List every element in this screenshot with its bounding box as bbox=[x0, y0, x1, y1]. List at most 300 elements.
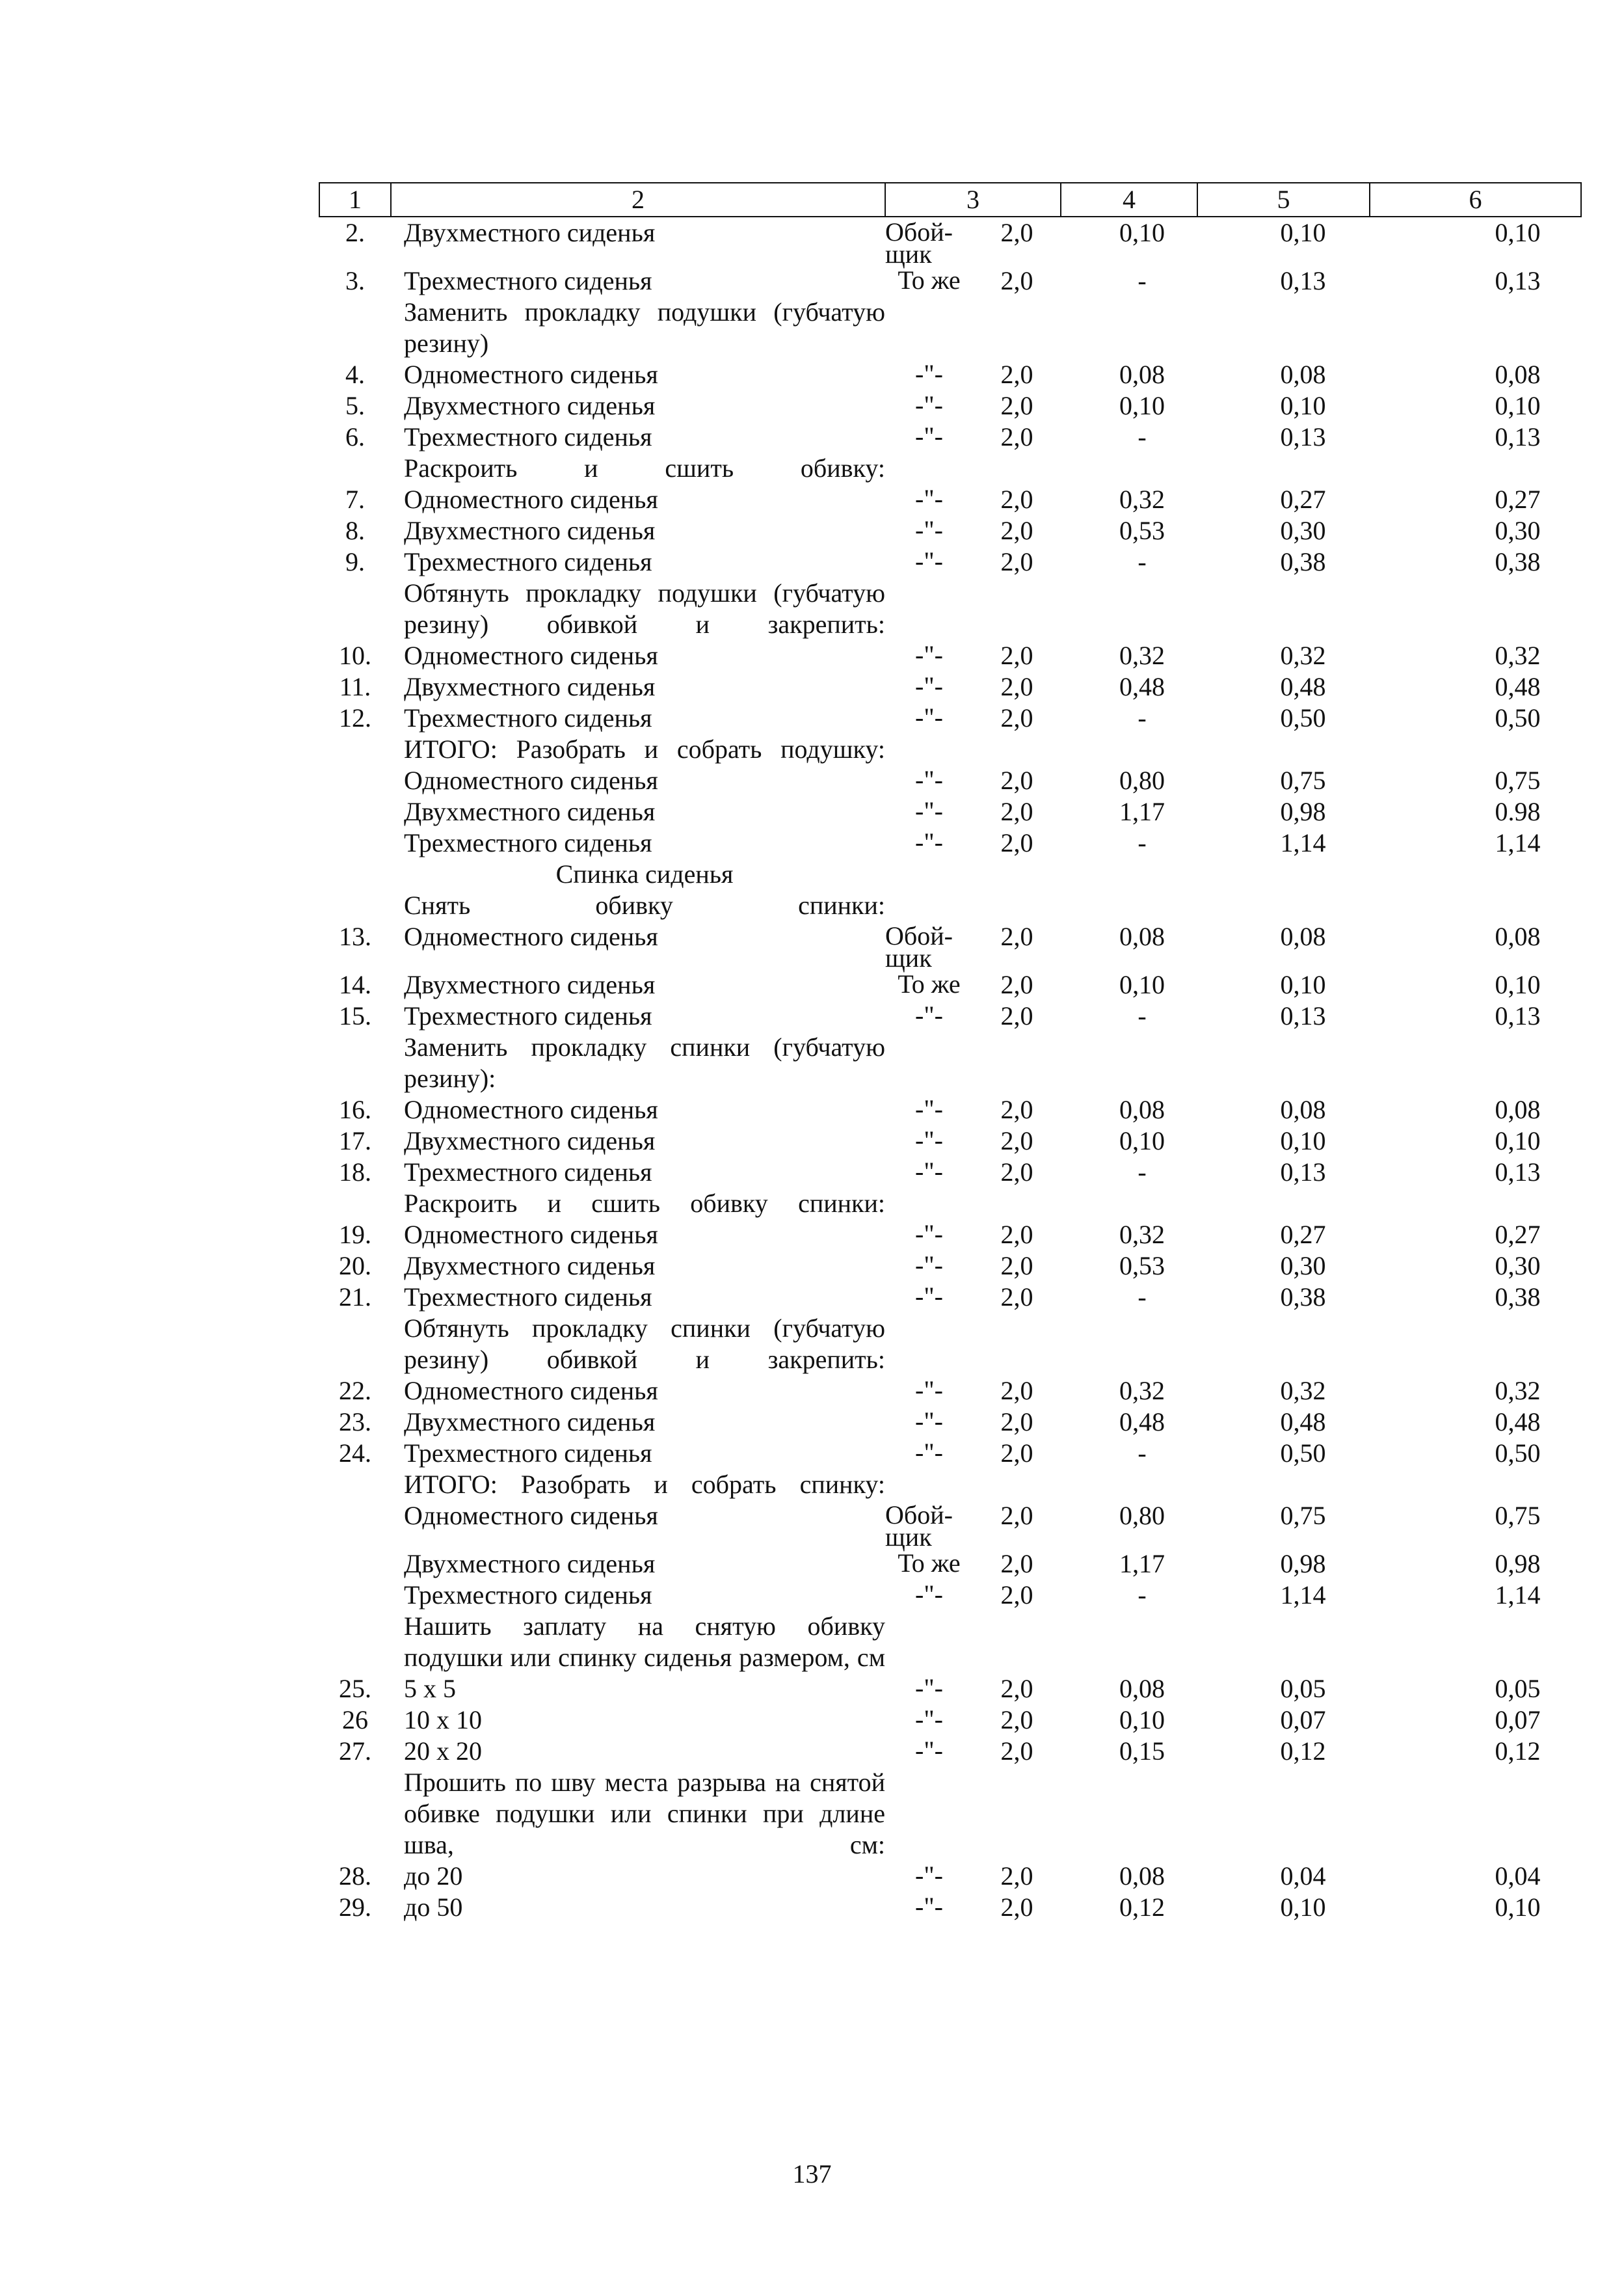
row-value-col5: 0,32 bbox=[1280, 1376, 1326, 1405]
row-name: Обтянуть прокладку спинки (губчатую резину) обивкой и закрепить: bbox=[404, 1313, 885, 1374]
row-value-col6: 0,08 bbox=[1495, 360, 1541, 389]
row-specialist: -"- bbox=[915, 828, 943, 857]
row-number: 16. bbox=[339, 1095, 371, 1124]
row-specialist: -"- bbox=[915, 1282, 943, 1311]
table-row bbox=[319, 1094, 1581, 1125]
row-category: 2,0 bbox=[1000, 970, 1033, 999]
row-value-col6: 0,50 bbox=[1495, 1438, 1541, 1468]
row-specialist: Обой- щик bbox=[885, 1500, 953, 1552]
row-name: Трехместного сиденья bbox=[404, 1282, 652, 1312]
row-value-col5 bbox=[1197, 453, 1370, 484]
row-specialist bbox=[885, 890, 973, 921]
row-name: Обтянуть прокладку подушки (губчатую резину) обивкой и закрепить: bbox=[404, 578, 885, 639]
row-name: Одноместного сиденья bbox=[404, 485, 658, 514]
row-category bbox=[973, 453, 1061, 484]
row-name: Двухместного сиденья bbox=[404, 1251, 656, 1280]
row-name: Снять обивку спинки: bbox=[404, 891, 885, 920]
row-specialist bbox=[885, 453, 973, 484]
row-name: Одноместного сиденья bbox=[404, 641, 658, 670]
row-specialist bbox=[885, 578, 973, 640]
row-number: 5. bbox=[345, 391, 365, 420]
row-category: 2,0 bbox=[1000, 1861, 1033, 1891]
row-category: 2,0 bbox=[1000, 1438, 1033, 1468]
row-number: 15. bbox=[339, 1001, 371, 1030]
table-row bbox=[319, 1375, 1581, 1407]
row-specialist bbox=[885, 1032, 973, 1094]
row-number bbox=[319, 796, 391, 828]
row-name: Трехместного сиденья bbox=[404, 828, 652, 857]
row-specialist: -"- bbox=[915, 422, 943, 451]
row-value-col5: 0,10 bbox=[1280, 218, 1326, 247]
row-value-col5 bbox=[1197, 890, 1370, 921]
row-category: 2,0 bbox=[1000, 1674, 1033, 1703]
row-specialist: -"- bbox=[915, 796, 943, 826]
row-value-col4: - bbox=[1138, 1438, 1147, 1468]
row-number: 22. bbox=[339, 1376, 371, 1405]
table-row bbox=[319, 515, 1581, 546]
row-value-col5: 0,07 bbox=[1280, 1705, 1326, 1734]
row-value-col6: 0,07 bbox=[1495, 1705, 1541, 1734]
row-number: 13. bbox=[339, 922, 371, 951]
row-value-col5 bbox=[1197, 859, 1370, 890]
row-category bbox=[973, 734, 1061, 765]
row-category: 2,0 bbox=[1000, 391, 1033, 420]
row-number: 17. bbox=[339, 1126, 371, 1155]
row-number bbox=[319, 1500, 391, 1548]
row-number bbox=[319, 297, 391, 359]
row-number: 10. bbox=[339, 641, 371, 670]
row-specialist bbox=[885, 1767, 973, 1861]
row-value-col6: 0,04 bbox=[1495, 1861, 1541, 1891]
row-name: ИТОГО: Разобрать и собрать спинку: bbox=[404, 1470, 885, 1499]
row-value-col5: 0,13 bbox=[1280, 422, 1326, 451]
table-row bbox=[319, 969, 1581, 1001]
row-name: Двухместного сиденья bbox=[404, 218, 656, 247]
row-name: Одноместного сиденья bbox=[404, 922, 658, 951]
table-row bbox=[319, 796, 1581, 828]
row-value-col4: - bbox=[1138, 828, 1147, 857]
row-number bbox=[319, 1032, 391, 1094]
row-value-col6: 0,48 bbox=[1495, 1407, 1541, 1436]
row-name: Заменить прокладку спинки (губчатую резину): bbox=[404, 1032, 885, 1093]
row-name: Трехместного сиденья bbox=[404, 1438, 652, 1468]
row-name: Заменить прокладку подушки (губчатую резину) bbox=[404, 297, 885, 358]
row-value-col6: 0,10 bbox=[1495, 1126, 1541, 1155]
row-value-col5: 0,13 bbox=[1280, 266, 1326, 295]
row-value-col4: 0,10 bbox=[1119, 218, 1165, 247]
row-value-col6: 1,14 bbox=[1495, 1580, 1541, 1610]
row-value-col6: 0,75 bbox=[1495, 1501, 1541, 1530]
row-specialist: -"- bbox=[915, 703, 943, 732]
row-name: Прошить по шву места разрыва на снятой обивке подушки или спинки при длине шва, см: bbox=[404, 1768, 885, 1859]
row-specialist: -"- bbox=[915, 1438, 943, 1467]
row-number: 8. bbox=[345, 516, 365, 545]
row-category: 2,0 bbox=[1000, 218, 1033, 247]
row-value-col5 bbox=[1197, 578, 1370, 640]
row-specialist: -"- bbox=[915, 484, 943, 513]
row-number: 19. bbox=[339, 1220, 371, 1249]
header-col-4: 4 bbox=[1061, 183, 1197, 217]
row-value-col6: 0,48 bbox=[1495, 672, 1541, 701]
row-number bbox=[319, 828, 391, 859]
row-value-col4 bbox=[1061, 1188, 1197, 1219]
row-value-col5: 0,10 bbox=[1280, 970, 1326, 999]
row-value-col6 bbox=[1370, 1469, 1581, 1500]
row-specialist: То же bbox=[898, 1548, 961, 1578]
table-row bbox=[319, 703, 1581, 734]
row-category: 2,0 bbox=[1000, 266, 1033, 295]
row-number bbox=[319, 1188, 391, 1219]
row-value-col6: 0,32 bbox=[1495, 641, 1541, 670]
header-col-6: 6 bbox=[1370, 183, 1581, 217]
row-value-col6: 0,27 bbox=[1495, 1220, 1541, 1249]
row-value-col4: 0,80 bbox=[1119, 1501, 1165, 1530]
row-number: 26 bbox=[342, 1705, 368, 1734]
table-row bbox=[319, 1032, 1581, 1094]
row-value-col4: 0,10 bbox=[1119, 970, 1165, 999]
row-value-col6 bbox=[1370, 1032, 1581, 1094]
row-specialist: -"- bbox=[915, 1673, 943, 1703]
row-name: Двухместного сиденья bbox=[404, 516, 656, 545]
table-row bbox=[319, 734, 1581, 765]
row-name: Двухместного сиденья bbox=[404, 672, 656, 701]
table-row bbox=[319, 422, 1581, 453]
row-name: Одноместного сиденья bbox=[404, 360, 658, 389]
row-number: 23. bbox=[339, 1407, 371, 1436]
row-category: 2,0 bbox=[1000, 1376, 1033, 1405]
row-category bbox=[973, 297, 1061, 359]
row-value-col5: 0,30 bbox=[1280, 1251, 1326, 1280]
row-number: 27. bbox=[339, 1736, 371, 1766]
table-row bbox=[319, 1313, 1581, 1375]
row-specialist: -"- bbox=[915, 1375, 943, 1405]
row-value-col5: 0,08 bbox=[1280, 922, 1326, 951]
row-number bbox=[319, 578, 391, 640]
norms-table bbox=[319, 182, 1582, 1923]
row-number: 28. bbox=[339, 1861, 371, 1891]
row-category bbox=[973, 578, 1061, 640]
row-value-col6: 0,98 bbox=[1495, 1549, 1541, 1578]
row-name: Двухместного сиденья bbox=[404, 797, 656, 826]
row-value-col4: 0,32 bbox=[1119, 1376, 1165, 1405]
row-specialist bbox=[885, 1313, 973, 1375]
row-value-col4: - bbox=[1138, 1580, 1147, 1610]
row-category: 2,0 bbox=[1000, 1001, 1033, 1030]
row-value-col5: 0,98 bbox=[1280, 1549, 1326, 1578]
row-value-col4: - bbox=[1138, 266, 1147, 295]
row-category bbox=[973, 1767, 1061, 1861]
row-value-col4 bbox=[1061, 890, 1197, 921]
row-number: 3. bbox=[345, 266, 365, 295]
row-specialist: -"- bbox=[915, 1736, 943, 1765]
row-category: 2,0 bbox=[1000, 641, 1033, 670]
row-name: Одноместного сиденья bbox=[404, 766, 658, 795]
row-category: 2,0 bbox=[1000, 422, 1033, 451]
row-value-col6: 0,13 bbox=[1495, 1157, 1541, 1187]
row-value-col6 bbox=[1370, 1313, 1581, 1375]
row-name: Трехместного сиденья bbox=[404, 1580, 652, 1610]
row-value-col4: 0,53 bbox=[1119, 1251, 1165, 1280]
table-row bbox=[319, 1704, 1581, 1736]
table-row bbox=[319, 828, 1581, 859]
row-value-col5 bbox=[1197, 1611, 1370, 1673]
row-name: Двухместного сиденья bbox=[404, 970, 656, 999]
row-category bbox=[973, 890, 1061, 921]
row-value-col5: 0,98 bbox=[1280, 797, 1326, 826]
row-number: 25. bbox=[339, 1674, 371, 1703]
row-name: до 50 bbox=[404, 1893, 463, 1922]
row-specialist bbox=[885, 1611, 973, 1673]
row-value-col6 bbox=[1370, 297, 1581, 359]
row-value-col6: 0,13 bbox=[1495, 422, 1541, 451]
row-value-col4: - bbox=[1138, 703, 1147, 733]
row-value-col5: 1,14 bbox=[1280, 1580, 1326, 1610]
row-category: 2,0 bbox=[1000, 1705, 1033, 1734]
row-value-col6 bbox=[1370, 1767, 1581, 1861]
row-specialist: -"- bbox=[915, 671, 943, 701]
row-value-col4: 0,10 bbox=[1119, 1705, 1165, 1734]
row-value-col6 bbox=[1370, 859, 1581, 890]
table-row bbox=[319, 1001, 1581, 1032]
row-value-col4: 0,08 bbox=[1119, 1861, 1165, 1891]
table-row bbox=[319, 1892, 1581, 1923]
row-number: 2. bbox=[345, 218, 365, 247]
table-row bbox=[319, 484, 1581, 515]
table-row bbox=[319, 1469, 1581, 1500]
row-category: 2,0 bbox=[1000, 547, 1033, 576]
row-value-col6: 0,50 bbox=[1495, 703, 1541, 733]
row-specialist: -"- bbox=[915, 1407, 943, 1436]
row-value-col6 bbox=[1370, 453, 1581, 484]
row-value-col6: 0,10 bbox=[1495, 1893, 1541, 1922]
row-value-col4 bbox=[1061, 453, 1197, 484]
row-value-col4: 0,32 bbox=[1119, 641, 1165, 670]
row-name: Трехместного сиденья bbox=[404, 422, 652, 451]
row-category: 2,0 bbox=[1000, 1407, 1033, 1436]
table-row bbox=[319, 890, 1581, 921]
table-row bbox=[319, 1157, 1581, 1188]
row-name: Трехместного сиденья bbox=[404, 1157, 652, 1187]
table-row bbox=[319, 765, 1581, 796]
row-number: 9. bbox=[345, 547, 365, 576]
table-row bbox=[319, 390, 1581, 422]
row-category: 2,0 bbox=[1000, 1501, 1033, 1530]
row-name: Одноместного сиденья bbox=[404, 1220, 658, 1249]
table-row bbox=[319, 1219, 1581, 1250]
row-category bbox=[973, 1313, 1061, 1375]
row-specialist: -"- bbox=[915, 1219, 943, 1248]
row-specialist: -"- bbox=[915, 765, 943, 794]
row-category: 2,0 bbox=[1000, 672, 1033, 701]
row-category: 2,0 bbox=[1000, 1580, 1033, 1610]
row-value-col5: 0,08 bbox=[1280, 1095, 1326, 1124]
row-value-col4 bbox=[1061, 578, 1197, 640]
row-category: 2,0 bbox=[1000, 360, 1033, 389]
row-specialist: То же bbox=[898, 265, 961, 295]
row-value-col4: 0,10 bbox=[1119, 391, 1165, 420]
row-specialist bbox=[885, 859, 973, 890]
header-col-3: 3 bbox=[885, 183, 1061, 217]
row-value-col6 bbox=[1370, 734, 1581, 765]
row-specialist bbox=[885, 734, 973, 765]
table-row bbox=[319, 1438, 1581, 1469]
table-row bbox=[319, 578, 1581, 640]
page-number: 137 bbox=[792, 2159, 832, 2189]
row-number bbox=[319, 1469, 391, 1500]
row-value-col5: 0,10 bbox=[1280, 391, 1326, 420]
row-specialist: -"- bbox=[915, 1250, 943, 1280]
row-number bbox=[319, 890, 391, 921]
table-row bbox=[319, 1282, 1581, 1313]
row-specialist bbox=[885, 1188, 973, 1219]
row-number: 12. bbox=[339, 703, 371, 733]
row-category: 2,0 bbox=[1000, 1157, 1033, 1187]
row-category bbox=[973, 1188, 1061, 1219]
row-value-col6: 0.98 bbox=[1495, 797, 1541, 826]
table-row bbox=[319, 265, 1581, 297]
row-name: Двухместного сиденья bbox=[404, 1126, 656, 1155]
row-value-col6: 0,38 bbox=[1495, 1282, 1541, 1312]
row-value-col6: 0,10 bbox=[1495, 970, 1541, 999]
row-value-col5: 0,04 bbox=[1280, 1861, 1326, 1891]
row-category: 2,0 bbox=[1000, 797, 1033, 826]
row-value-col5: 0,12 bbox=[1280, 1736, 1326, 1766]
header-col-1: 1 bbox=[319, 183, 391, 217]
row-name: Двухместного сиденья bbox=[404, 391, 656, 420]
row-number: 6. bbox=[345, 422, 365, 451]
row-category bbox=[973, 1611, 1061, 1673]
row-value-col6: 0,13 bbox=[1495, 1001, 1541, 1030]
table-row bbox=[319, 1125, 1581, 1157]
row-specialist: -"- bbox=[915, 1001, 943, 1030]
row-name: 20 х 20 bbox=[404, 1736, 482, 1766]
table-row bbox=[319, 453, 1581, 484]
row-value-col5: 0,50 bbox=[1280, 703, 1326, 733]
row-number: 18. bbox=[339, 1157, 371, 1187]
row-category bbox=[973, 859, 1061, 890]
row-value-col6: 0,27 bbox=[1495, 485, 1541, 514]
row-value-col4: - bbox=[1138, 1001, 1147, 1030]
table-row bbox=[319, 1673, 1581, 1704]
row-number: 20. bbox=[339, 1251, 371, 1280]
row-value-col4 bbox=[1061, 859, 1197, 890]
row-value-col6: 0,30 bbox=[1495, 1251, 1541, 1280]
table-body bbox=[319, 217, 1581, 1923]
row-specialist: -"- bbox=[915, 1861, 943, 1890]
row-number: 4. bbox=[345, 360, 365, 389]
row-specialist: -"- bbox=[915, 1580, 943, 1609]
row-value-col4 bbox=[1061, 1313, 1197, 1375]
row-value-col5: 0,48 bbox=[1280, 1407, 1326, 1436]
row-value-col4: 0,80 bbox=[1119, 766, 1165, 795]
row-specialist: То же bbox=[898, 969, 961, 999]
row-value-col4: 0,08 bbox=[1119, 1095, 1165, 1124]
row-value-col5: 0,13 bbox=[1280, 1157, 1326, 1187]
header-col-5: 5 bbox=[1197, 183, 1370, 217]
row-value-col6: 0,10 bbox=[1495, 391, 1541, 420]
row-category: 2,0 bbox=[1000, 1893, 1033, 1922]
row-category: 2,0 bbox=[1000, 1220, 1033, 1249]
row-name: Нашить заплату на снятую обивку подушки или спинку сиденья размером, см bbox=[404, 1611, 885, 1672]
row-value-col5 bbox=[1197, 1032, 1370, 1094]
row-value-col4: - bbox=[1138, 1282, 1147, 1312]
row-category: 2,0 bbox=[1000, 516, 1033, 545]
row-value-col6 bbox=[1370, 1188, 1581, 1219]
row-name: Раскроить и сшить обивку: bbox=[404, 453, 885, 483]
row-value-col6: 0,30 bbox=[1495, 516, 1541, 545]
row-number: 21. bbox=[339, 1282, 371, 1312]
row-value-col4 bbox=[1061, 1611, 1197, 1673]
row-name: 10 х 10 bbox=[404, 1705, 482, 1734]
row-value-col4: 1,17 bbox=[1119, 1549, 1165, 1578]
row-value-col4 bbox=[1061, 1767, 1197, 1861]
row-value-col6 bbox=[1370, 578, 1581, 640]
row-specialist bbox=[885, 1469, 973, 1500]
row-value-col4: - bbox=[1138, 547, 1147, 576]
table-row bbox=[319, 859, 1581, 890]
row-number bbox=[319, 859, 391, 890]
row-value-col4: - bbox=[1138, 422, 1147, 451]
row-value-col6: 0,08 bbox=[1495, 1095, 1541, 1124]
table-row bbox=[319, 1580, 1581, 1611]
row-value-col5: 1,14 bbox=[1280, 828, 1326, 857]
row-value-col5: 0,48 bbox=[1280, 672, 1326, 701]
row-specialist: -"- bbox=[915, 515, 943, 545]
row-specialist: -"- bbox=[915, 390, 943, 420]
row-value-col4 bbox=[1061, 734, 1197, 765]
row-value-col4 bbox=[1061, 297, 1197, 359]
row-specialist bbox=[885, 297, 973, 359]
table-row bbox=[319, 1736, 1581, 1767]
table-row bbox=[319, 1767, 1581, 1861]
row-specialist: -"- bbox=[915, 1094, 943, 1124]
table-row bbox=[319, 1500, 1581, 1548]
row-category: 2,0 bbox=[1000, 1736, 1033, 1766]
row-specialist: Обой- щик bbox=[885, 217, 953, 269]
table-header-row bbox=[319, 183, 1581, 217]
row-number: 14. bbox=[339, 970, 371, 999]
row-name: до 20 bbox=[404, 1861, 463, 1891]
row-value-col5 bbox=[1197, 1188, 1370, 1219]
row-value-col4: 0,15 bbox=[1119, 1736, 1165, 1766]
row-number: 24. bbox=[339, 1438, 371, 1468]
row-number bbox=[319, 1611, 391, 1673]
row-value-col6 bbox=[1370, 890, 1581, 921]
row-category: 2,0 bbox=[1000, 766, 1033, 795]
row-value-col4: 0,10 bbox=[1119, 1126, 1165, 1155]
row-name: Одноместного сиденья bbox=[404, 1095, 658, 1124]
table-row bbox=[319, 1188, 1581, 1219]
row-value-col6: 0,32 bbox=[1495, 1376, 1541, 1405]
row-value-col4: 0,08 bbox=[1119, 922, 1165, 951]
row-value-col5: 0,13 bbox=[1280, 1001, 1326, 1030]
table-row bbox=[319, 1861, 1581, 1892]
table-row bbox=[319, 546, 1581, 578]
row-specialist: -"- bbox=[915, 640, 943, 669]
row-number: 29. bbox=[339, 1893, 371, 1922]
table-row bbox=[319, 1407, 1581, 1438]
row-value-col5: 0,27 bbox=[1280, 485, 1326, 514]
row-name: Спинка сиденья bbox=[555, 859, 734, 889]
row-value-col5: 0,27 bbox=[1280, 1220, 1326, 1249]
row-value-col5: 0,10 bbox=[1280, 1893, 1326, 1922]
row-value-col4: 0,08 bbox=[1119, 360, 1165, 389]
row-value-col5: 0,38 bbox=[1280, 1282, 1326, 1312]
row-value-col6: 0,10 bbox=[1495, 218, 1541, 247]
row-value-col6 bbox=[1370, 1611, 1581, 1673]
row-value-col6: 0,13 bbox=[1495, 266, 1541, 295]
row-category: 2,0 bbox=[1000, 1251, 1033, 1280]
